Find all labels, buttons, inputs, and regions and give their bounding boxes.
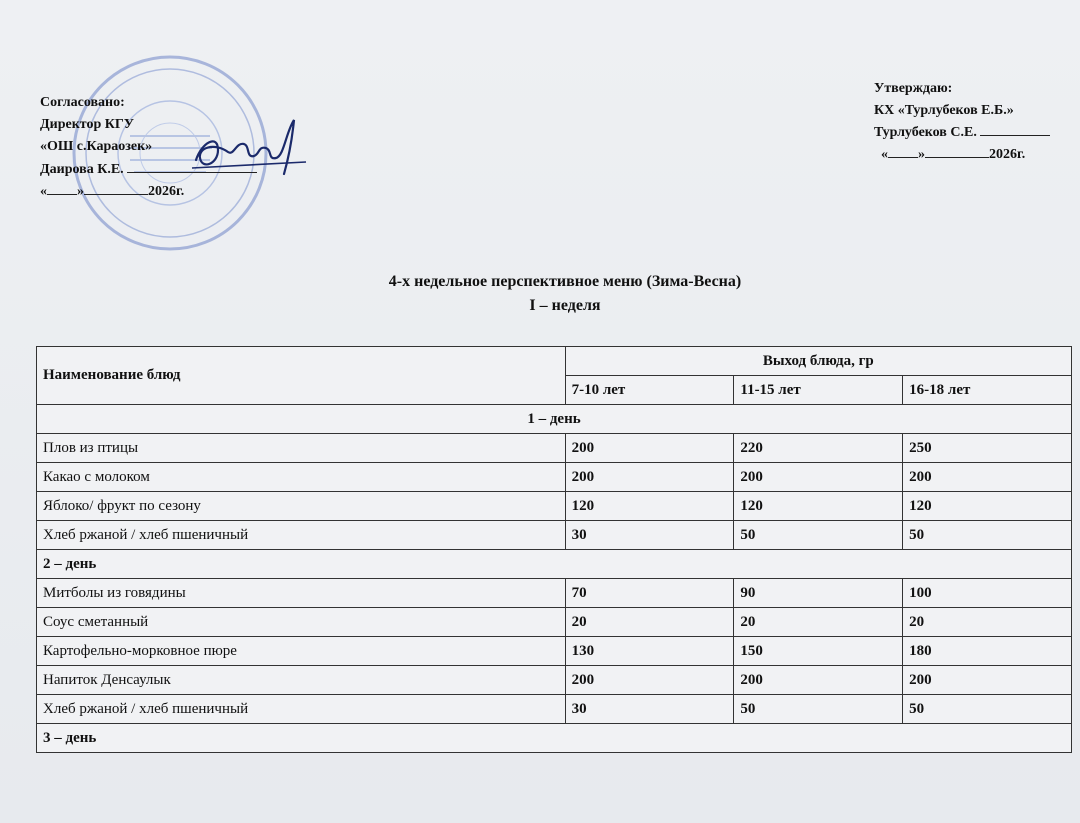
day-row	[37, 405, 1072, 434]
table-header-row	[37, 347, 1072, 376]
dish-output: 150	[734, 637, 903, 666]
day-label: 2 – день	[37, 550, 1072, 579]
menu-table	[36, 346, 1072, 753]
dish-name: Какао с молоком	[37, 463, 566, 492]
dish-name: Хлеб ржаной / хлеб пшеничный	[37, 695, 566, 724]
dish-output: 30	[565, 695, 734, 724]
table-row	[37, 608, 1072, 637]
dish-output: 120	[565, 492, 734, 521]
dish-name: Хлеб ржаной / хлеб пшеничный	[37, 521, 566, 550]
approval-label: Согласовано:	[40, 95, 125, 110]
dish-output: 200	[565, 666, 734, 695]
dish-name: Яблоко/ фрукт по сезону	[37, 492, 566, 521]
dish-output: 50	[734, 521, 903, 550]
header-age-group: 7-10 лет	[565, 376, 734, 405]
dish-output: 200	[734, 463, 903, 492]
dish-output: 20	[903, 608, 1072, 637]
approval-person: Турлубеков С.Е.	[874, 125, 977, 140]
dish-output: 50	[903, 521, 1072, 550]
dish-output: 90	[734, 579, 903, 608]
title-line-2: I – неделя	[529, 297, 601, 314]
table-row	[37, 695, 1072, 724]
dish-output: 180	[903, 637, 1072, 666]
dish-name: Соус сметанный	[37, 608, 566, 637]
header-dish-name: Наименование блюд	[37, 347, 566, 405]
signature-line	[980, 123, 1050, 136]
title-line-1: 4-х недельное перспективное меню (Зима-Весна)	[388, 273, 742, 290]
dish-output: 130	[565, 637, 734, 666]
table-row	[37, 666, 1072, 695]
table-row	[37, 579, 1072, 608]
dish-output: 200	[903, 463, 1072, 492]
dish-name: Плов из птицы	[37, 434, 566, 463]
dish-output: 220	[734, 434, 903, 463]
dish-name: Митболы из говядины	[37, 579, 566, 608]
dish-output: 20	[734, 608, 903, 637]
header-age-group: 11-15 лет	[734, 376, 903, 405]
dish-output: 50	[734, 695, 903, 724]
day-row	[37, 724, 1072, 753]
dish-name: Напиток Денсаулык	[37, 666, 566, 695]
approval-block-right	[874, 78, 1050, 166]
dish-output: 200	[565, 463, 734, 492]
approval-org: «ОШ с.Караозек»	[40, 139, 153, 154]
table-row	[37, 492, 1072, 521]
header-age-group: 16-18 лет	[903, 376, 1072, 405]
handwritten-signature	[188, 112, 308, 182]
dish-output: 200	[565, 434, 734, 463]
dish-output: 200	[734, 666, 903, 695]
approval-label: Утверждаю:	[874, 81, 953, 96]
dish-output: 30	[565, 521, 734, 550]
dish-output: 20	[565, 608, 734, 637]
table-row	[37, 463, 1072, 492]
dish-name: Картофельно-морковное пюре	[37, 637, 566, 666]
table-row	[37, 637, 1072, 666]
approval-date: « » 2026г.	[40, 184, 185, 199]
dish-output: 120	[734, 492, 903, 521]
approval-org: КХ «Турлубеков Е.Б.»	[874, 103, 1014, 118]
dish-output: 50	[903, 695, 1072, 724]
document-title	[0, 270, 1080, 318]
approval-person: Даирова К.Е.	[40, 162, 124, 177]
dish-output: 250	[903, 434, 1072, 463]
table-row	[37, 521, 1072, 550]
day-row	[37, 550, 1072, 579]
approval-date: « » 2026г.	[881, 147, 1026, 162]
header-output: Выход блюда, гр	[565, 347, 1071, 376]
dish-output: 120	[903, 492, 1072, 521]
dish-output: 70	[565, 579, 734, 608]
table-row	[37, 434, 1072, 463]
dish-output: 100	[903, 579, 1072, 608]
approval-position: Директор КГУ	[40, 117, 135, 132]
dish-output: 200	[903, 666, 1072, 695]
day-label: 1 – день	[37, 405, 1072, 434]
day-label: 3 – день	[37, 724, 1072, 753]
